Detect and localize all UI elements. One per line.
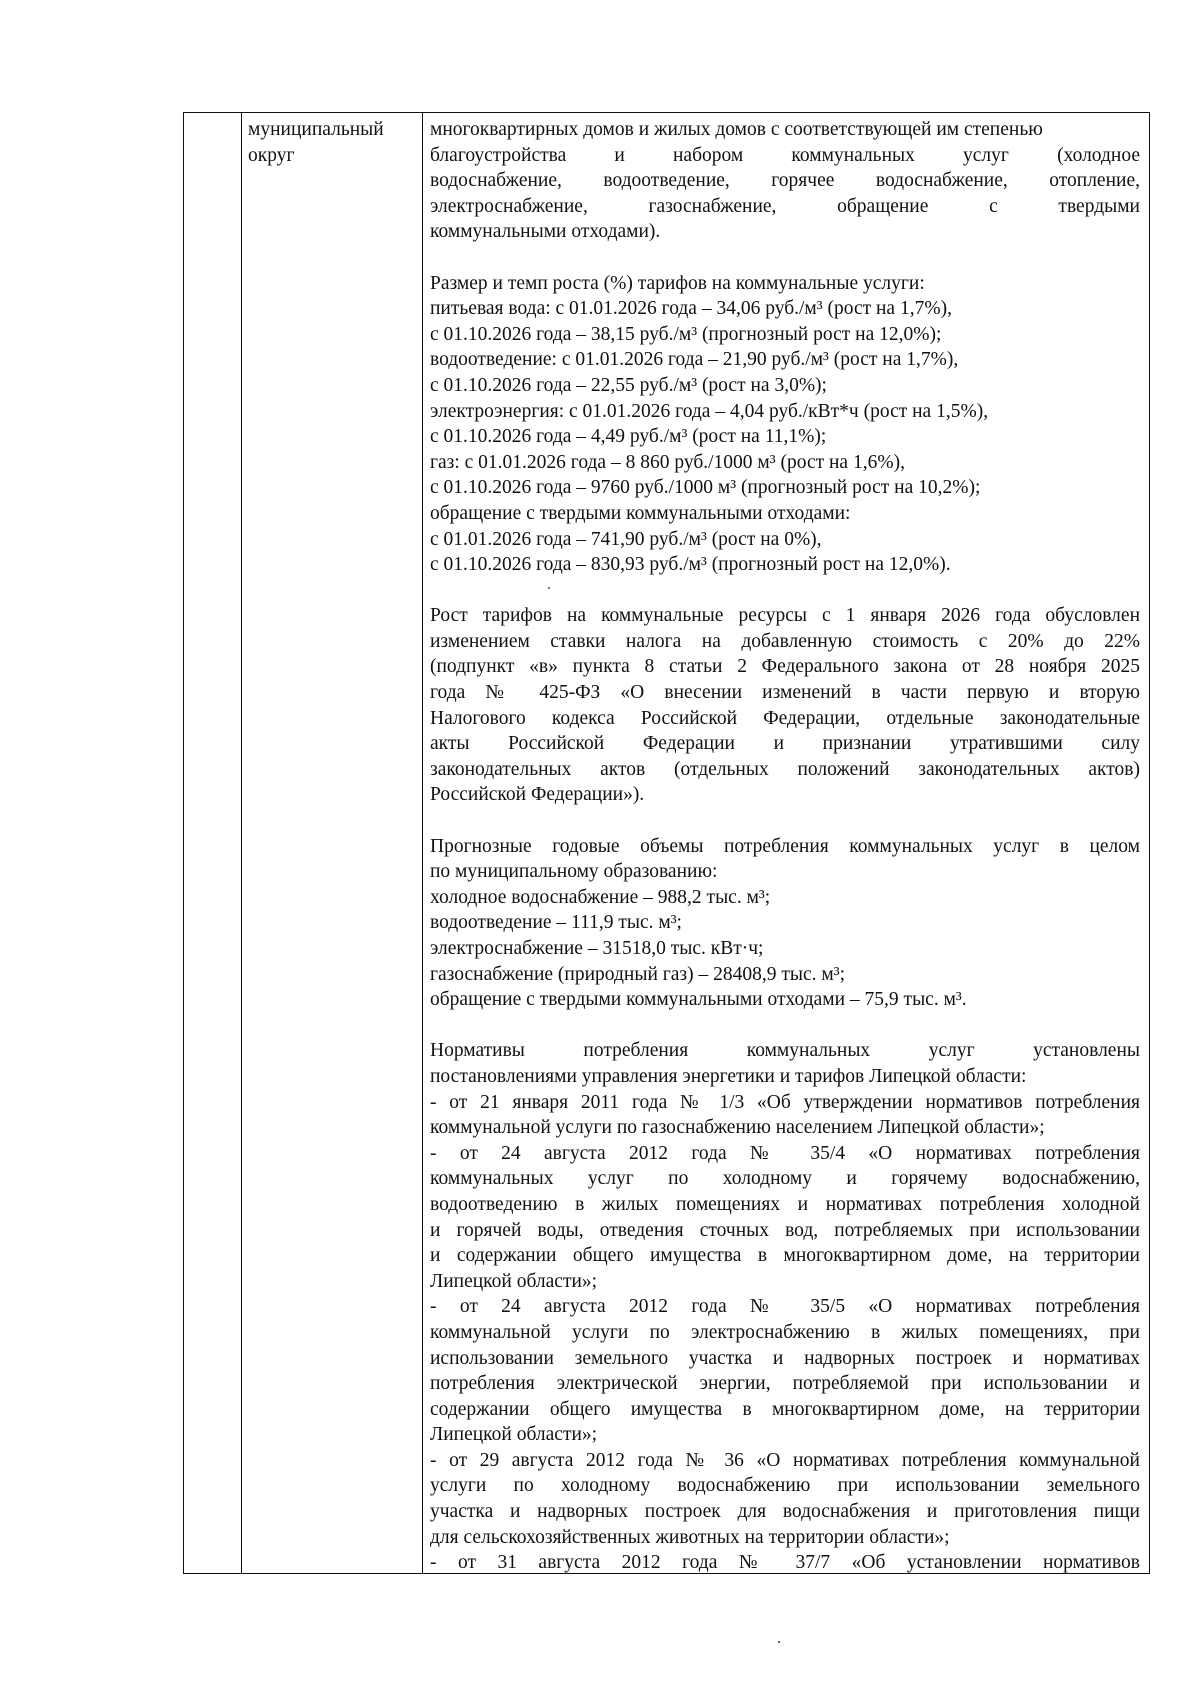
- text-line: Российской Федерации»).: [430, 784, 645, 806]
- text-line: коммунальной услуги по газоснабжению населением Липецкой области»;: [430, 1117, 1045, 1139]
- text-line: с 01.10.2026 года – 38,15 руб./м³ (прогнозный рост на 12,0%);: [430, 323, 942, 345]
- text-line: газоснабжение (природный газ) – 28408,9 тыс. м³;: [430, 963, 845, 985]
- text-line: коммунальной услуги по электроснабжению в жилых помещениях, при: [430, 1321, 1140, 1343]
- paragraph-gap: [430, 1013, 1140, 1039]
- territory-line: округ: [248, 144, 295, 166]
- text-line: многоквартирных домов и жилых домов с соответствующей им степенью: [430, 119, 1043, 140]
- text-line: обращение с твердыми коммунальными отходами:: [430, 502, 851, 524]
- text-line: водоотведение: с 01.01.2026 года – 21,90 руб./м³ (рост на 1,7%),: [430, 349, 959, 371]
- description-cell: [430, 117, 1140, 1576]
- text-line: с 01.10.2026 года – 4,49 руб./м³ (рост на 11,1%);: [430, 426, 827, 448]
- text-line: коммунальными отходами).: [430, 221, 661, 243]
- column-divider: [241, 113, 242, 1573]
- paragraph-gap: [430, 245, 1140, 271]
- text-line: холодное водоснабжение – 988,2 тыс. м³;: [430, 886, 771, 908]
- scan-speck: [778, 1641, 780, 1643]
- text-line: по муниципальному образованию:: [430, 861, 718, 883]
- text-line: потребления электрической энергии, потребляемой при использовании и: [430, 1373, 1140, 1395]
- text-line: - от 29 августа 2012 года № 36 «О нормативах потребления коммунальной: [430, 1449, 1140, 1471]
- text-line: законодательных актов (отдельных положений законодательных актов): [430, 758, 1140, 780]
- content-table: [183, 112, 1150, 1574]
- text-line: Липецкой области»;: [430, 1424, 598, 1446]
- paragraph-gap: [430, 578, 1140, 604]
- text-line: года № 425-ФЗ «О внесении изменений в части первую и вторую: [430, 682, 1140, 704]
- text-line: Налогового кодекса Российской Федерации, отдельные законодательные: [430, 707, 1140, 729]
- text-line: использовании земельного участка и надворных построек и нормативах: [430, 1347, 1140, 1369]
- scan-speck: [548, 587, 550, 589]
- text-line: - от 24 августа 2012 года № 35/5 «О нормативах потребления: [430, 1296, 1140, 1318]
- text-line: Нормативы потребления коммунальных услуг установлены: [430, 1040, 1140, 1062]
- text-line: питьевая вода: с 01.01.2026 года – 34,06 руб./м³ (рост на 1,7%),: [430, 298, 952, 320]
- text-line: электроснабжение – 31518,0 тыс. кВт·ч;: [430, 938, 764, 959]
- text-line: акты Российской Федерации и признании утратившими силу: [430, 733, 1140, 755]
- text-line: (подпункт «в» пункта 8 статьи 2 Федерального закона от 28 ноября 2025: [430, 656, 1140, 678]
- text-line: с 01.10.2026 года – 22,55 руб./м³ (рост на 3,0%);: [430, 374, 827, 396]
- text-line: благоустройства и набором коммунальных услуг (холодное: [430, 144, 1140, 166]
- text-line: изменением ставки налога на добавленную стоимость с 20% до 22%: [430, 630, 1140, 652]
- text-line: - от 24 августа 2012 года № 35/4 «О нормативах потребления: [430, 1142, 1140, 1164]
- text-line: услуги по холодному водоснабжению при использовании земельного: [430, 1475, 1140, 1497]
- paragraph-gap: [430, 808, 1140, 834]
- text-line: для сельскохозяйственных животных на территории области»;: [430, 1526, 950, 1548]
- text-line: и содержании общего имущества в многоквартирном доме, на территории: [430, 1245, 1140, 1267]
- text-line: Рост тарифов на коммунальные ресурсы с 1 января 2026 года обусловлен: [430, 605, 1140, 627]
- text-line: Размер и темп роста (%) тарифов на коммунальные услуги:: [430, 272, 925, 294]
- column-divider: [422, 113, 423, 1573]
- text-line: участка и надворных построек для водоснабжения и приготовления пищи: [430, 1501, 1140, 1523]
- text-line: Липецкой области»;: [430, 1270, 598, 1292]
- text-line: с 01.01.2026 года – 741,90 руб./м³ (рост на 0%),: [430, 528, 822, 550]
- text-line: постановлениями управления энергетики и тарифов Липецкой области:: [430, 1065, 1027, 1087]
- territory-cell: [248, 117, 418, 168]
- text-line: водоотведение – 111,9 тыс. м³;: [430, 912, 682, 934]
- text-line: коммунальных услуг по холодному и горячему водоснабжению,: [430, 1168, 1140, 1190]
- text-line: электроэнергия: с 01.01.2026 года – 4,04 руб./кВт*ч (рост на 1,5%),: [430, 400, 989, 422]
- text-line: водоснабжение, водоотведение, горячее водоснабжение, отопление,: [430, 170, 1140, 192]
- text-line: обращение с твердыми коммунальными отходами – 75,9 тыс. м³.: [430, 989, 967, 1011]
- text-line: содержании общего имущества в многоквартирном доме, на территории: [430, 1398, 1140, 1420]
- text-line: газ: с 01.01.2026 года – 8 860 руб./1000 м³ (рост на 1,6%),: [430, 451, 905, 473]
- text-line: - от 31 августа 2012 года № 37/7 «Об установлении нормативов: [430, 1552, 1140, 1574]
- text-line: с 01.10.2026 года – 830,93 руб./м³ (прогнозный рост на 12,0%).: [430, 554, 951, 576]
- text-line: водоотведению в жилых помещениях и нормативах потребления холодной: [430, 1193, 1140, 1215]
- text-line: и горячей воды, отведения сточных вод, потребляемых при использовании: [430, 1219, 1140, 1241]
- territory-line: муниципальный: [248, 119, 384, 140]
- text-line: Прогнозные годовые объемы потребления коммунальных услуг в целом: [430, 835, 1140, 857]
- text-line: - от 21 января 2011 года № 1/3 «Об утверждении нормативов потребления: [430, 1091, 1140, 1113]
- text-line: электроснабжение, газоснабжение, обращение с твердыми: [430, 195, 1140, 217]
- text-line: с 01.10.2026 года – 9760 руб./1000 м³ (прогнозный рост на 10,2%);: [430, 477, 981, 499]
